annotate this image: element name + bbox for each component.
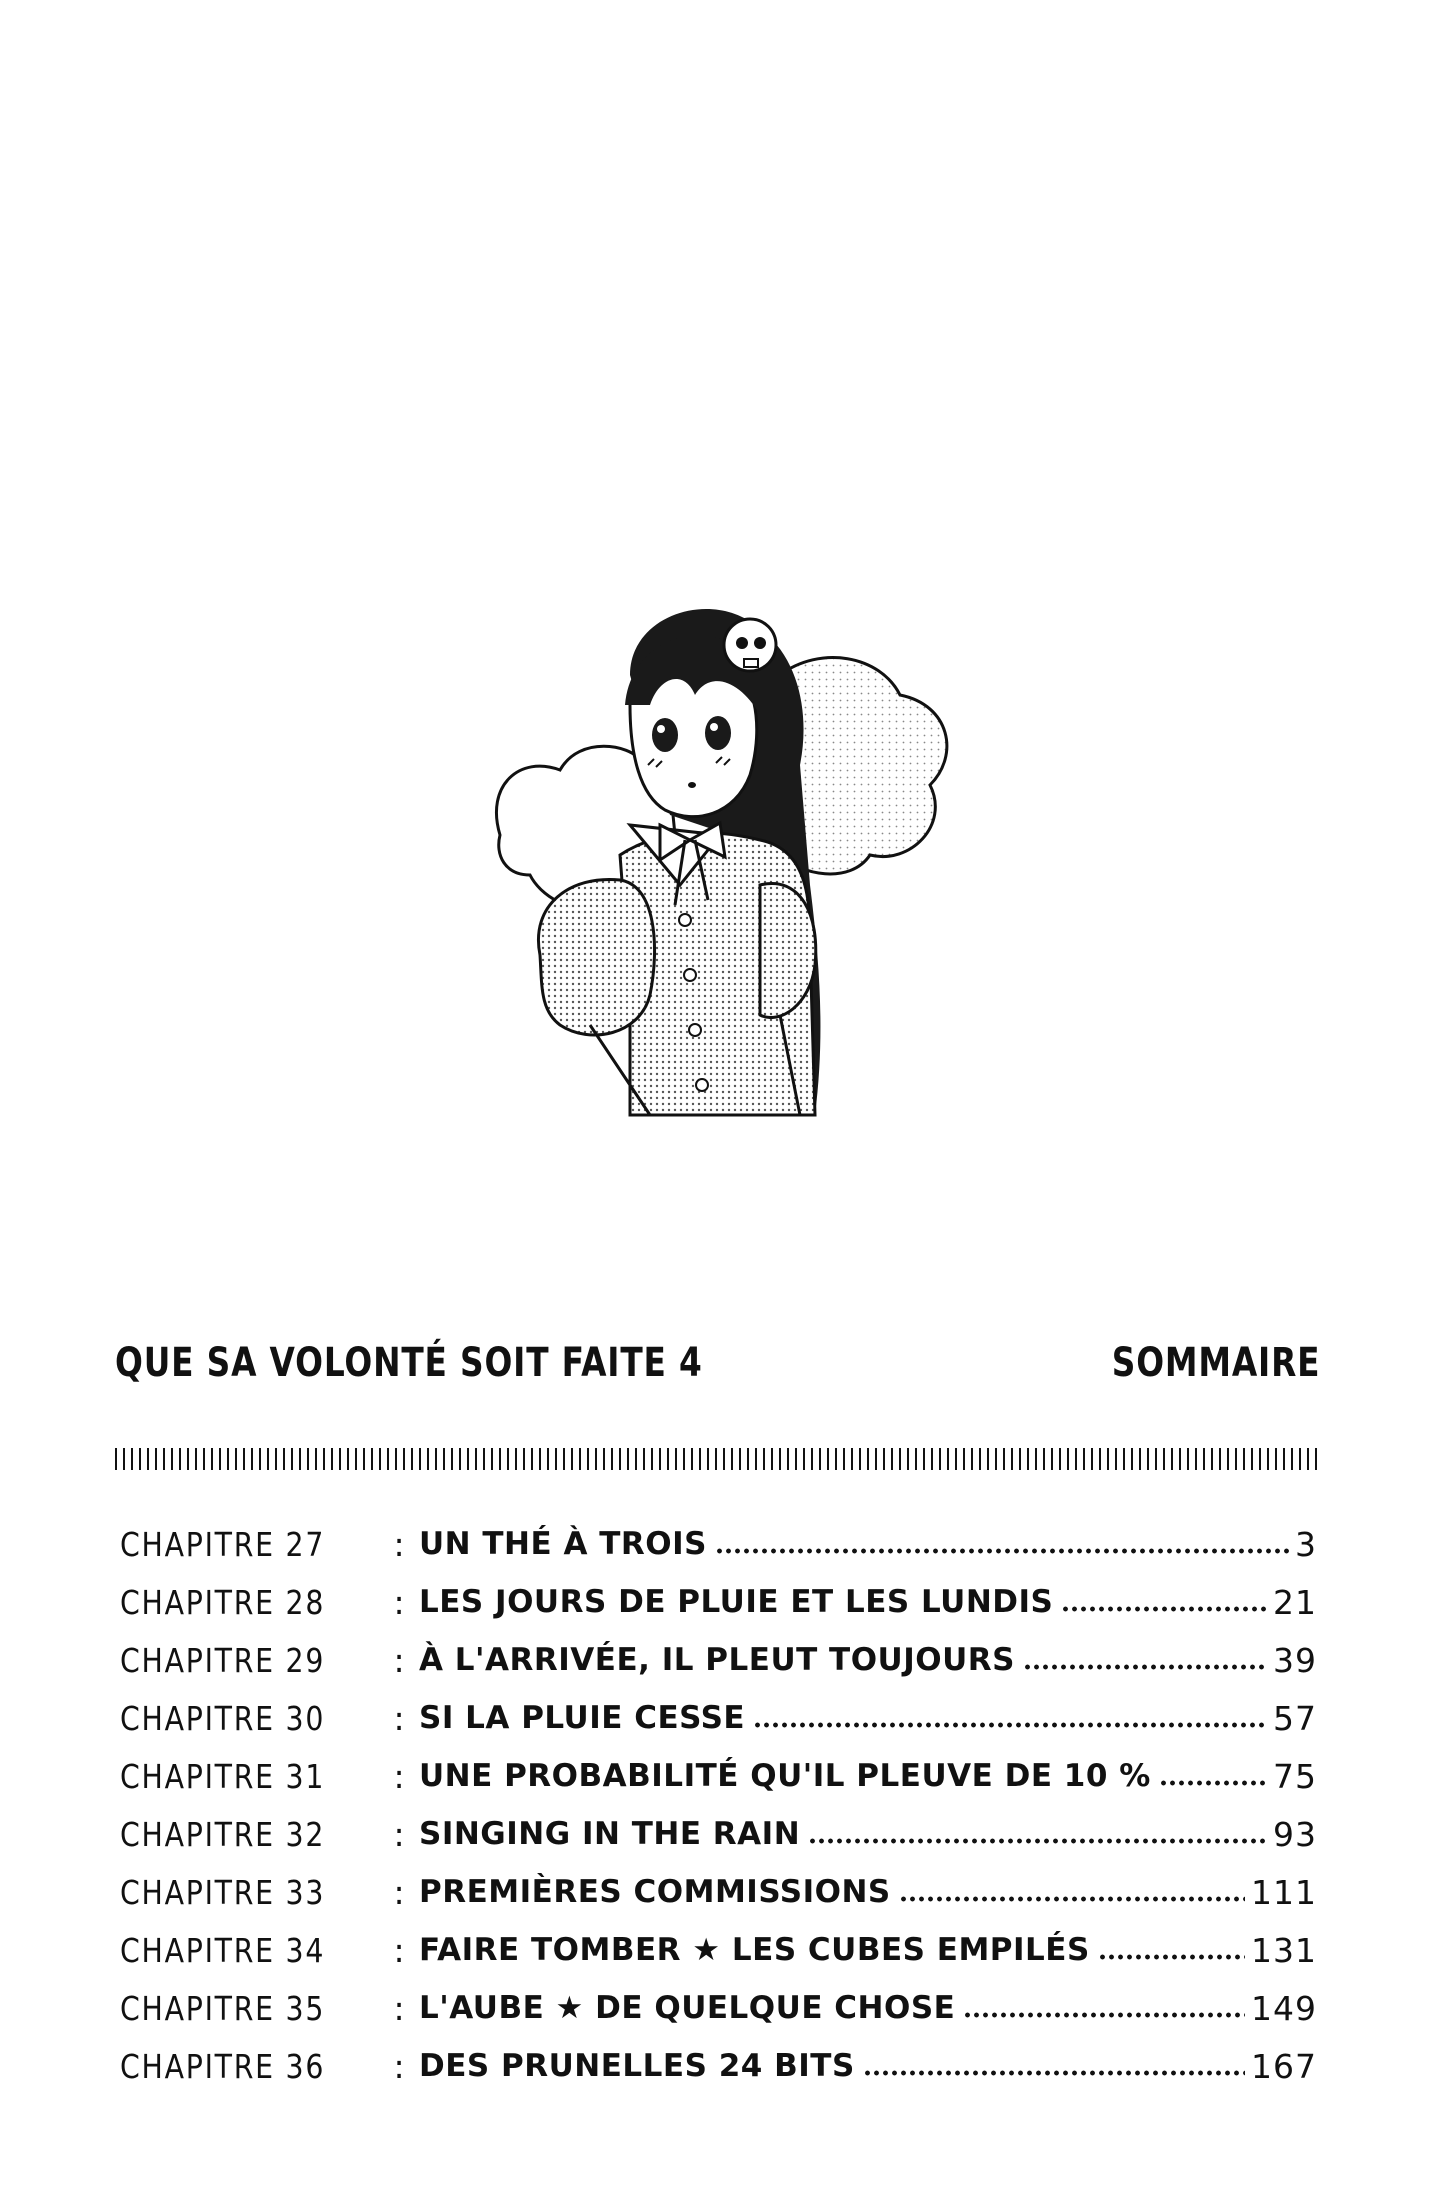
page-number: 3 <box>1295 1524 1317 1564</box>
chapter-title: UN THÉ À TROIS <box>419 1526 707 1562</box>
separator: : <box>393 1872 405 1912</box>
chapter-number: CHAPITRE 32 <box>120 1814 326 1854</box>
dot-leader <box>753 1722 1267 1728</box>
toc-entry <box>120 2037 1317 2095</box>
toc-entry <box>120 1747 1317 1805</box>
dot-leader <box>899 1896 1245 1902</box>
toc-entry <box>120 1805 1317 1863</box>
chapter-number: CHAPITRE 29 <box>120 1640 326 1680</box>
page-number: 93 <box>1273 1814 1317 1854</box>
chapter-title: À L'ARRIVÉE, IL PLEUT TOUJOURS <box>419 1642 1015 1678</box>
dot-leader <box>963 2012 1245 2018</box>
page-number: 75 <box>1273 1756 1317 1796</box>
separator: : <box>393 1814 405 1854</box>
separator: : <box>393 2046 405 2086</box>
toc-entry <box>120 1863 1317 1921</box>
chapter-title: UNE PROBABILITÉ QU'IL PLEUVE DE 10 % <box>419 1758 1151 1794</box>
page-number: 57 <box>1273 1698 1317 1738</box>
chapter-number: CHAPITRE 27 <box>120 1524 326 1564</box>
separator: : <box>393 1524 405 1564</box>
chapter-number: CHAPITRE 34 <box>120 1930 326 1970</box>
toc-entry <box>120 1515 1317 1573</box>
chapter-number: CHAPITRE 36 <box>120 2046 326 2086</box>
toc-entry <box>120 1631 1317 1689</box>
chapter-title: SI LA PLUIE CESSE <box>419 1700 746 1736</box>
toc-entry <box>120 1979 1317 2037</box>
page-number: 167 <box>1251 2046 1317 2086</box>
toc-entry <box>120 1573 1317 1631</box>
page-number: 131 <box>1251 1930 1317 1970</box>
dot-leader <box>1159 1780 1267 1786</box>
table-of-contents <box>120 1515 1317 2095</box>
separator: : <box>393 1988 405 2028</box>
chapter-number: CHAPITRE 35 <box>120 1988 326 2028</box>
chapter-title: FAIRE TOMBER ★ LES CUBES EMPILÉS <box>419 1932 1090 1968</box>
separator: : <box>393 1756 405 1796</box>
dot-leader <box>715 1548 1289 1554</box>
separator: : <box>393 1930 405 1970</box>
dot-leader <box>808 1838 1267 1844</box>
page-number: 21 <box>1273 1582 1317 1622</box>
separator: : <box>393 1582 405 1622</box>
chapter-number: CHAPITRE 33 <box>120 1872 326 1912</box>
chapter-title: DES PRUNELLES 24 BITS <box>419 2048 855 2084</box>
page-number: 39 <box>1273 1640 1317 1680</box>
chapter-title: PREMIÈRES COMMISSIONS <box>419 1874 891 1910</box>
page-number: 149 <box>1251 1988 1317 2028</box>
chapter-number: CHAPITRE 28 <box>120 1582 326 1622</box>
toc-entry <box>120 1689 1317 1747</box>
page-number: 111 <box>1251 1872 1317 1912</box>
dot-leader <box>1061 1606 1267 1612</box>
section-title: SOMMAIRE <box>1111 1340 1320 1386</box>
chapter-title: LES JOURS DE PLUIE ET LES LUNDIS <box>419 1584 1054 1620</box>
separator: : <box>393 1698 405 1738</box>
chapter-number: CHAPITRE 31 <box>120 1756 326 1796</box>
dot-leader <box>863 2070 1245 2076</box>
toc-entry <box>120 1921 1317 1979</box>
divider <box>115 1448 1320 1470</box>
separator: : <box>393 1640 405 1680</box>
dot-leader <box>1023 1664 1267 1670</box>
book-title: QUE SA VOLONTÉ SOIT FAITE 4 <box>115 1340 703 1386</box>
chapter-title: SINGING IN THE RAIN <box>419 1816 801 1852</box>
dot-leader <box>1098 1954 1245 1960</box>
chapter-number: CHAPITRE 30 <box>120 1698 326 1738</box>
character-illustration <box>480 585 980 1125</box>
chapter-title: L'AUBE ★ DE QUELQUE CHOSE <box>419 1990 956 2026</box>
toc-header <box>115 1340 1320 1400</box>
